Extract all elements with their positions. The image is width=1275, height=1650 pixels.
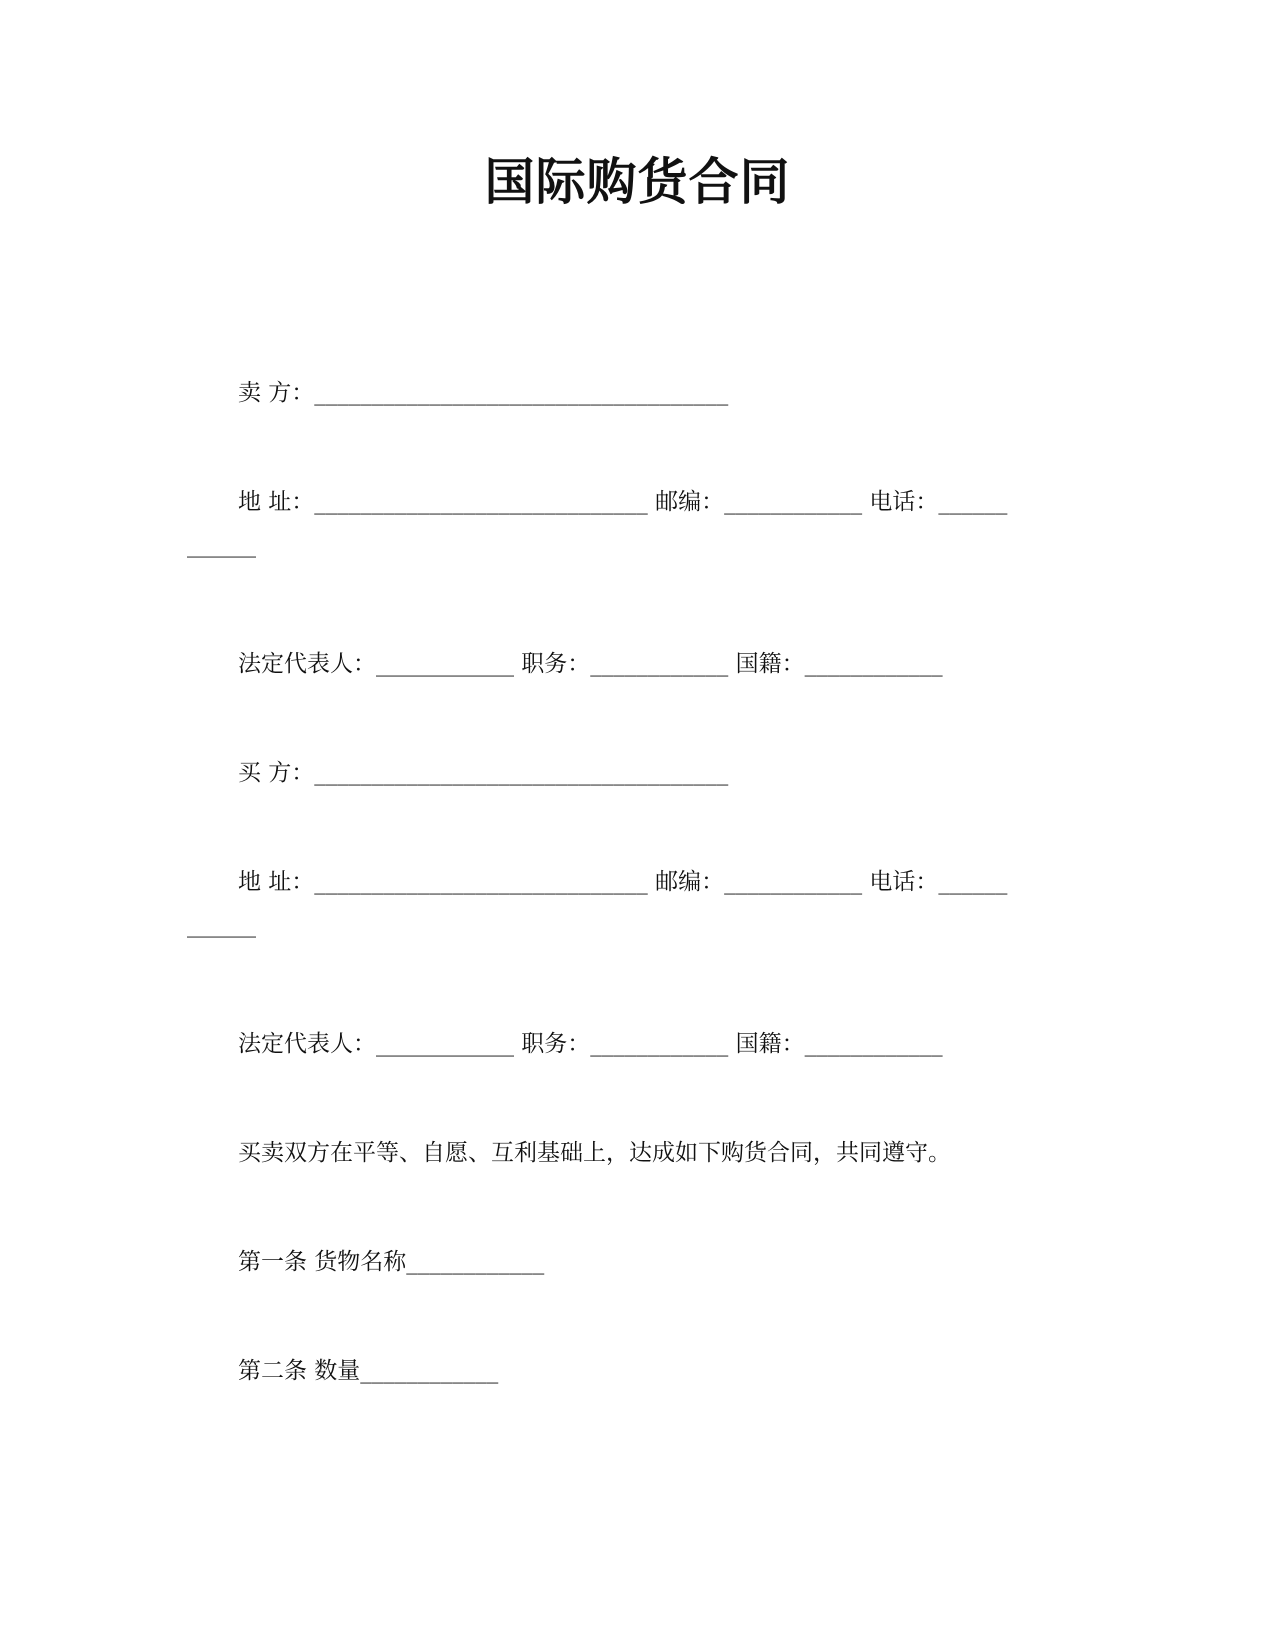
document-title: 国际购货合同 bbox=[484, 153, 791, 211]
seller-address-line: 地 址：_____________________________ 邮编：____________ 电话：______ bbox=[238, 489, 1008, 515]
seller-phone-continuation: ______ bbox=[187, 532, 256, 558]
seller-representative-line: 法定代表人：____________ 职务：____________ 国籍：____________ bbox=[238, 651, 943, 677]
buyer-address-line: 地 址：_____________________________ 邮编：____________ 电话：______ bbox=[238, 869, 1008, 895]
buyer-party-line: 买 方：____________________________________ bbox=[238, 760, 729, 786]
buyer-phone-continuation: ______ bbox=[187, 912, 256, 938]
intro-paragraph: 买卖双方在平等、自愿、互利基础上，达成如下购货合同，共同遵守。 bbox=[238, 1140, 951, 1166]
buyer-representative-line: 法定代表人：____________ 职务：____________ 国籍：____________ bbox=[238, 1031, 943, 1057]
seller-party-line: 卖 方：____________________________________ bbox=[238, 380, 729, 406]
article-1: 第一条 货物名称____________ bbox=[238, 1249, 545, 1275]
article-2: 第二条 数量____________ bbox=[238, 1358, 499, 1384]
